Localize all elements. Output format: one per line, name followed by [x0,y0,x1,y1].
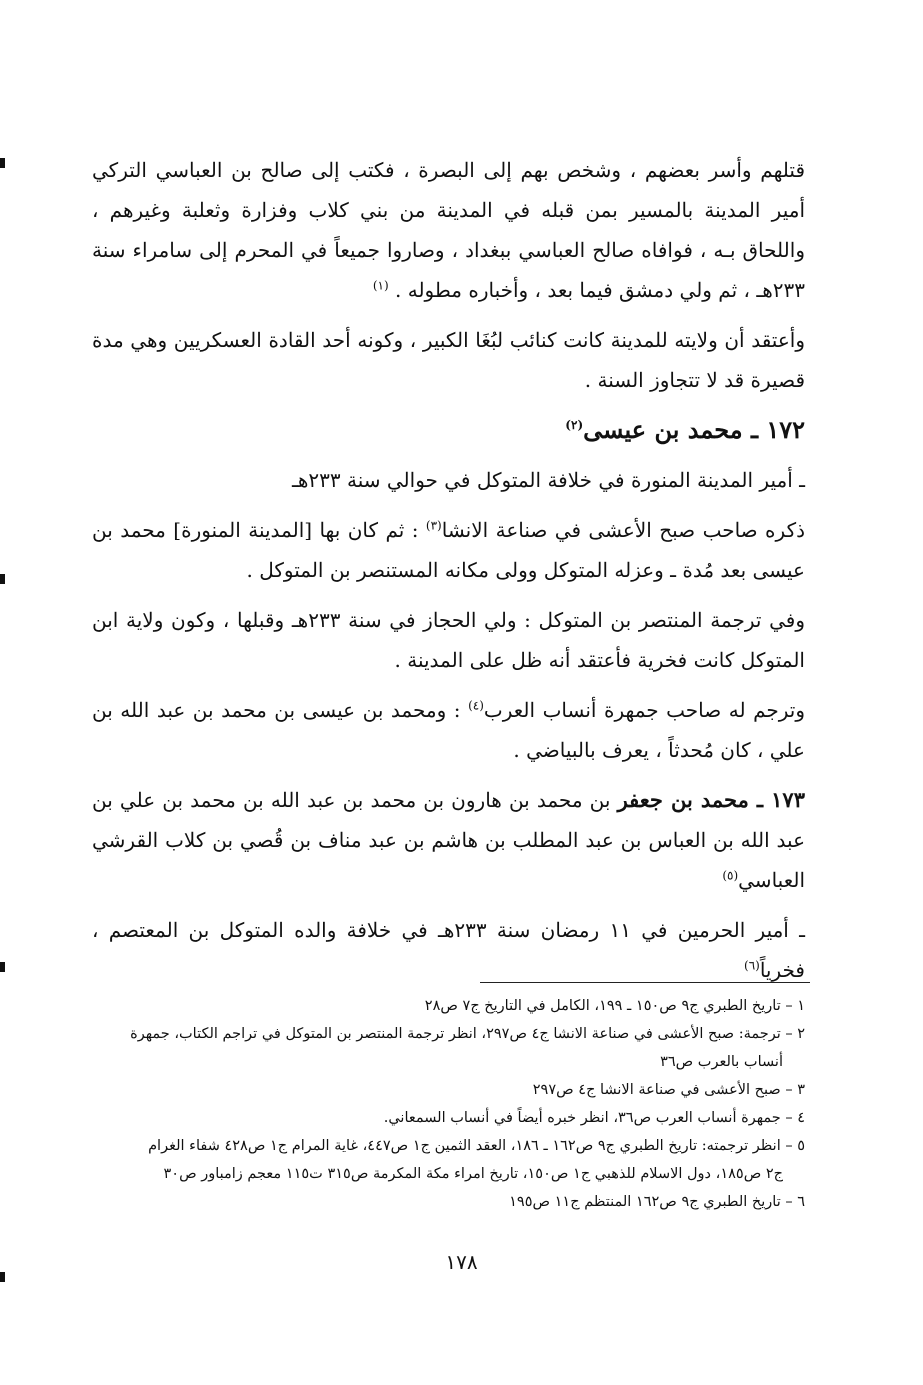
paragraph: وأعتقد أن ولايته للمدينة كانت كنائب لبُغَا الكبير ، وكونه أحد القادة العسكريين وهي مدة قصيرة قد لا تتجاوز السنة . [92,328,805,392]
paragraph: ـ أمير الحرمين في ١١ رمضان سنة ٢٣٣هـ في خلافة والده المتوكل بن المعتصم ، فخرياً$^{(٦)}$ [92,918,805,982]
entry-173: ١٧٣ ـ محمد بن جعفر بن محمد بن هارون بن محمد بن عبد الله بن محمد بن علي بن عبد الله بن العباس بن عبد المطلب بن هاشم بن عبد مناف بن قُصي بن كلاب القرشي العباسي$^{(٥)}$ [92,787,805,892]
footnote-ref: (٦) [744,958,760,973]
scan-edge-mark [0,1272,5,1282]
entry-heading-172: ١٧٢ ـ محمد بن عيسى$^{(٢)}$ [565,415,805,444]
footnote-ref: (٥) [722,868,739,883]
paragraph: قتلهم وأسر بعضهم ، وشخص بهم إلى البصرة ، فكتب إلى صالح بن العباسي التركي أمير المدينة بالمسير بمن قبله في المدينة من بني كلاب وفزارة وثعلبة وغيرهم ، واللحاق بـه ، فوافاه صالح العباسي ببغداد ، وصاروا جميعاً في المحرم إلى سامراء سنة ٢٣٣هـ ، ثم ولي دمشق فيما بعد ، وأخباره مطوله . $^{(١)}$ [92,158,805,302]
footnote-5: ٥ – انظر ترجمته: تاريخ الطبري ج٩ ص١٦٢ ـ ١٨٦، العقد الثمين ج١ ص٤٤٧، غاية المرام ج١ ص٤٢٨ شفاء الغرام [148,1138,805,1154]
entry-heading-173: ١٧٣ ـ محمد بن جعفر [617,787,805,812]
footnote-1: ١ – تاريخ الطبري ج٩ ص١٥٠ ـ ١٩٩، الكامل في التاريخ ج٧ ص٢٨ [424,998,805,1014]
scan-edge-mark [0,574,5,584]
scan-edge-mark [0,962,5,972]
paragraph: ـ أمير المدينة المنورة في خلافة المتوكل في حوالي سنة ٢٣٣هـ [292,468,805,492]
footnote-6: ٦ – تاريخ الطبري ج٩ ص١٦٢ المنتظم ج١١ ص١٩٥ [509,1194,805,1210]
paragraph: ذكره صاحب صبح الأعشى في صناعة الانشا$^{(٣)}$ : ثم كان بها [المدينة المنورة] محمد بن عيسى بعد مُدة ـ وعزله المتوكل وولى مكانه المستنصر بن المتوكل . [92,518,805,582]
scan-edge-mark [0,158,5,168]
footnote-5-cont: ج٢ ص١٨٥، دول الاسلام للذهبي ج١ ص١٥٠، تاريخ امراء مكة المكرمة ص٣١٥ ت١١٥ معجم زامباور ص٣٠ [163,1166,783,1182]
footnote-ref: (١) [372,278,389,293]
main-text [92,150,805,1000]
footnote-2: ٢ – ترجمة: صبح الأعشى في صناعة الانشا ج٤ ص٢٩٧، انظر ترجمة المنتصر بن المتوكل في تراجم الكتاب، جمهرة [130,1026,805,1042]
paragraph: وترجم له صاحب جمهرة أنساب العرب$^{(٤)}$ : ومحمد بن عيسى بن محمد بن عبد الله بن علي ، كان مُحدثاً ، يعرف بالبياضي . [92,698,806,762]
paragraph: وفي ترجمة المنتصر بن المتوكل : ولي الحجاز في سنة ٢٣٣هـ وقبلها ، وكون ولاية ابن المتوكل كانت فخرية فأعتقد أنه ظل على المدينة . [92,608,805,672]
footnote-3: ٣ – صبح الأعشى في صناعة الانشا ج٤ ص٢٩٧ [532,1082,805,1098]
footnote-ref: (٢) [565,418,584,432]
footnote-divider [480,982,810,983]
footnote-4: ٤ – جمهرة أنساب العرب ص٣٦، انظر خبره أيضاً في أنساب السمعاني. [383,1110,805,1126]
footnotes [92,992,805,1216]
footnote-ref: (٤) [468,698,484,713]
footnote-ref: (٣) [425,518,442,533]
footnote-2-cont: أنساب بالعرب ص٣٦ [660,1054,783,1070]
page-number: ١٧٨ [445,1250,478,1274]
